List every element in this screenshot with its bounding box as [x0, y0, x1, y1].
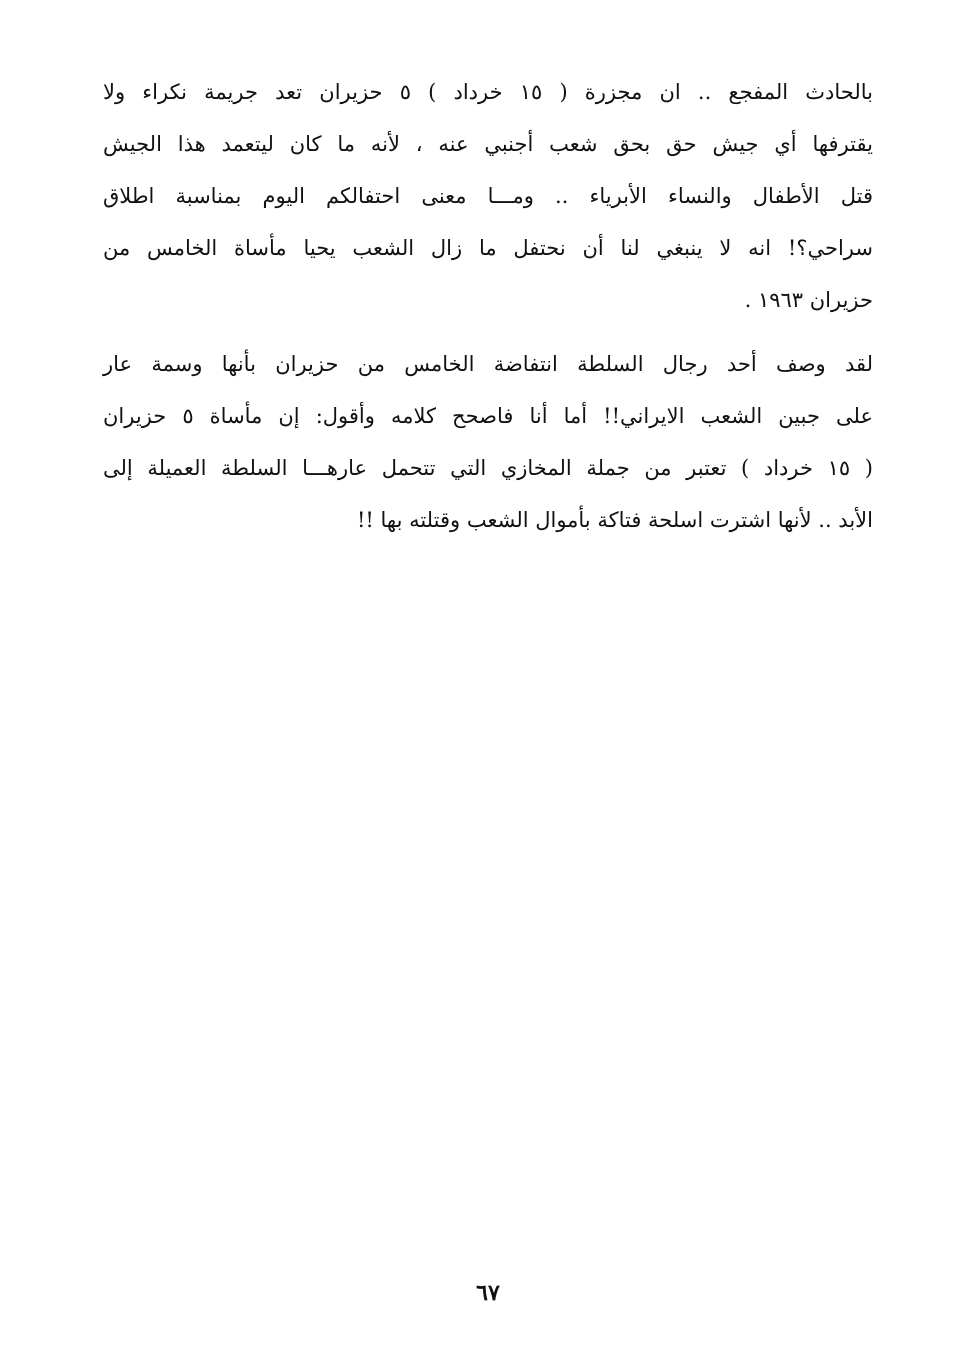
text-line: ( ١٥ خرداد ) تعتبر من جملة المخازي التي تتحمل عارهـــا السلطة العميلة إلى [103, 456, 873, 480]
body-text [103, 66, 873, 546]
page-number: ٦٧ [476, 1280, 500, 1306]
text-line: بالحادث المفجع .. ان مجزرة ( ١٥ خرداد ) ٥ حزيران تعد جريمة نكراء ولا [103, 80, 873, 104]
text-line: يقترفها أي جيش حق بحق شعب أجنبي عنه ، لأنه ما كان ليتعمد هذا الجيش [103, 132, 873, 156]
paragraph-1 [103, 66, 873, 326]
text-line: سراحي؟! انه لا ينبغي لنا أن نحتفل ما زال الشعب يحيا مأساة الخامس من [103, 236, 873, 260]
text-line: على جبين الشعب الايراني!! أما أنا فاصحح كلامه وأقول: إن مأساة ٥ حزيران [103, 404, 873, 428]
text-line: قتل الأطفال والنساء الأبرياء .. ومـــا معنى احتفالكم اليوم بمناسبة اطلاق [103, 184, 873, 208]
paragraph-2 [103, 338, 873, 546]
text-line: الأبد .. لأنها اشترت اسلحة فتاكة بأموال الشعب وقتلته بها !! [356, 508, 873, 532]
text-line: حزيران ١٩٦٣ . [744, 288, 873, 312]
text-line: لقد وصف أحد رجال السلطة انتفاضة الخامس من حزيران بأنها وسمة عار [103, 352, 873, 376]
